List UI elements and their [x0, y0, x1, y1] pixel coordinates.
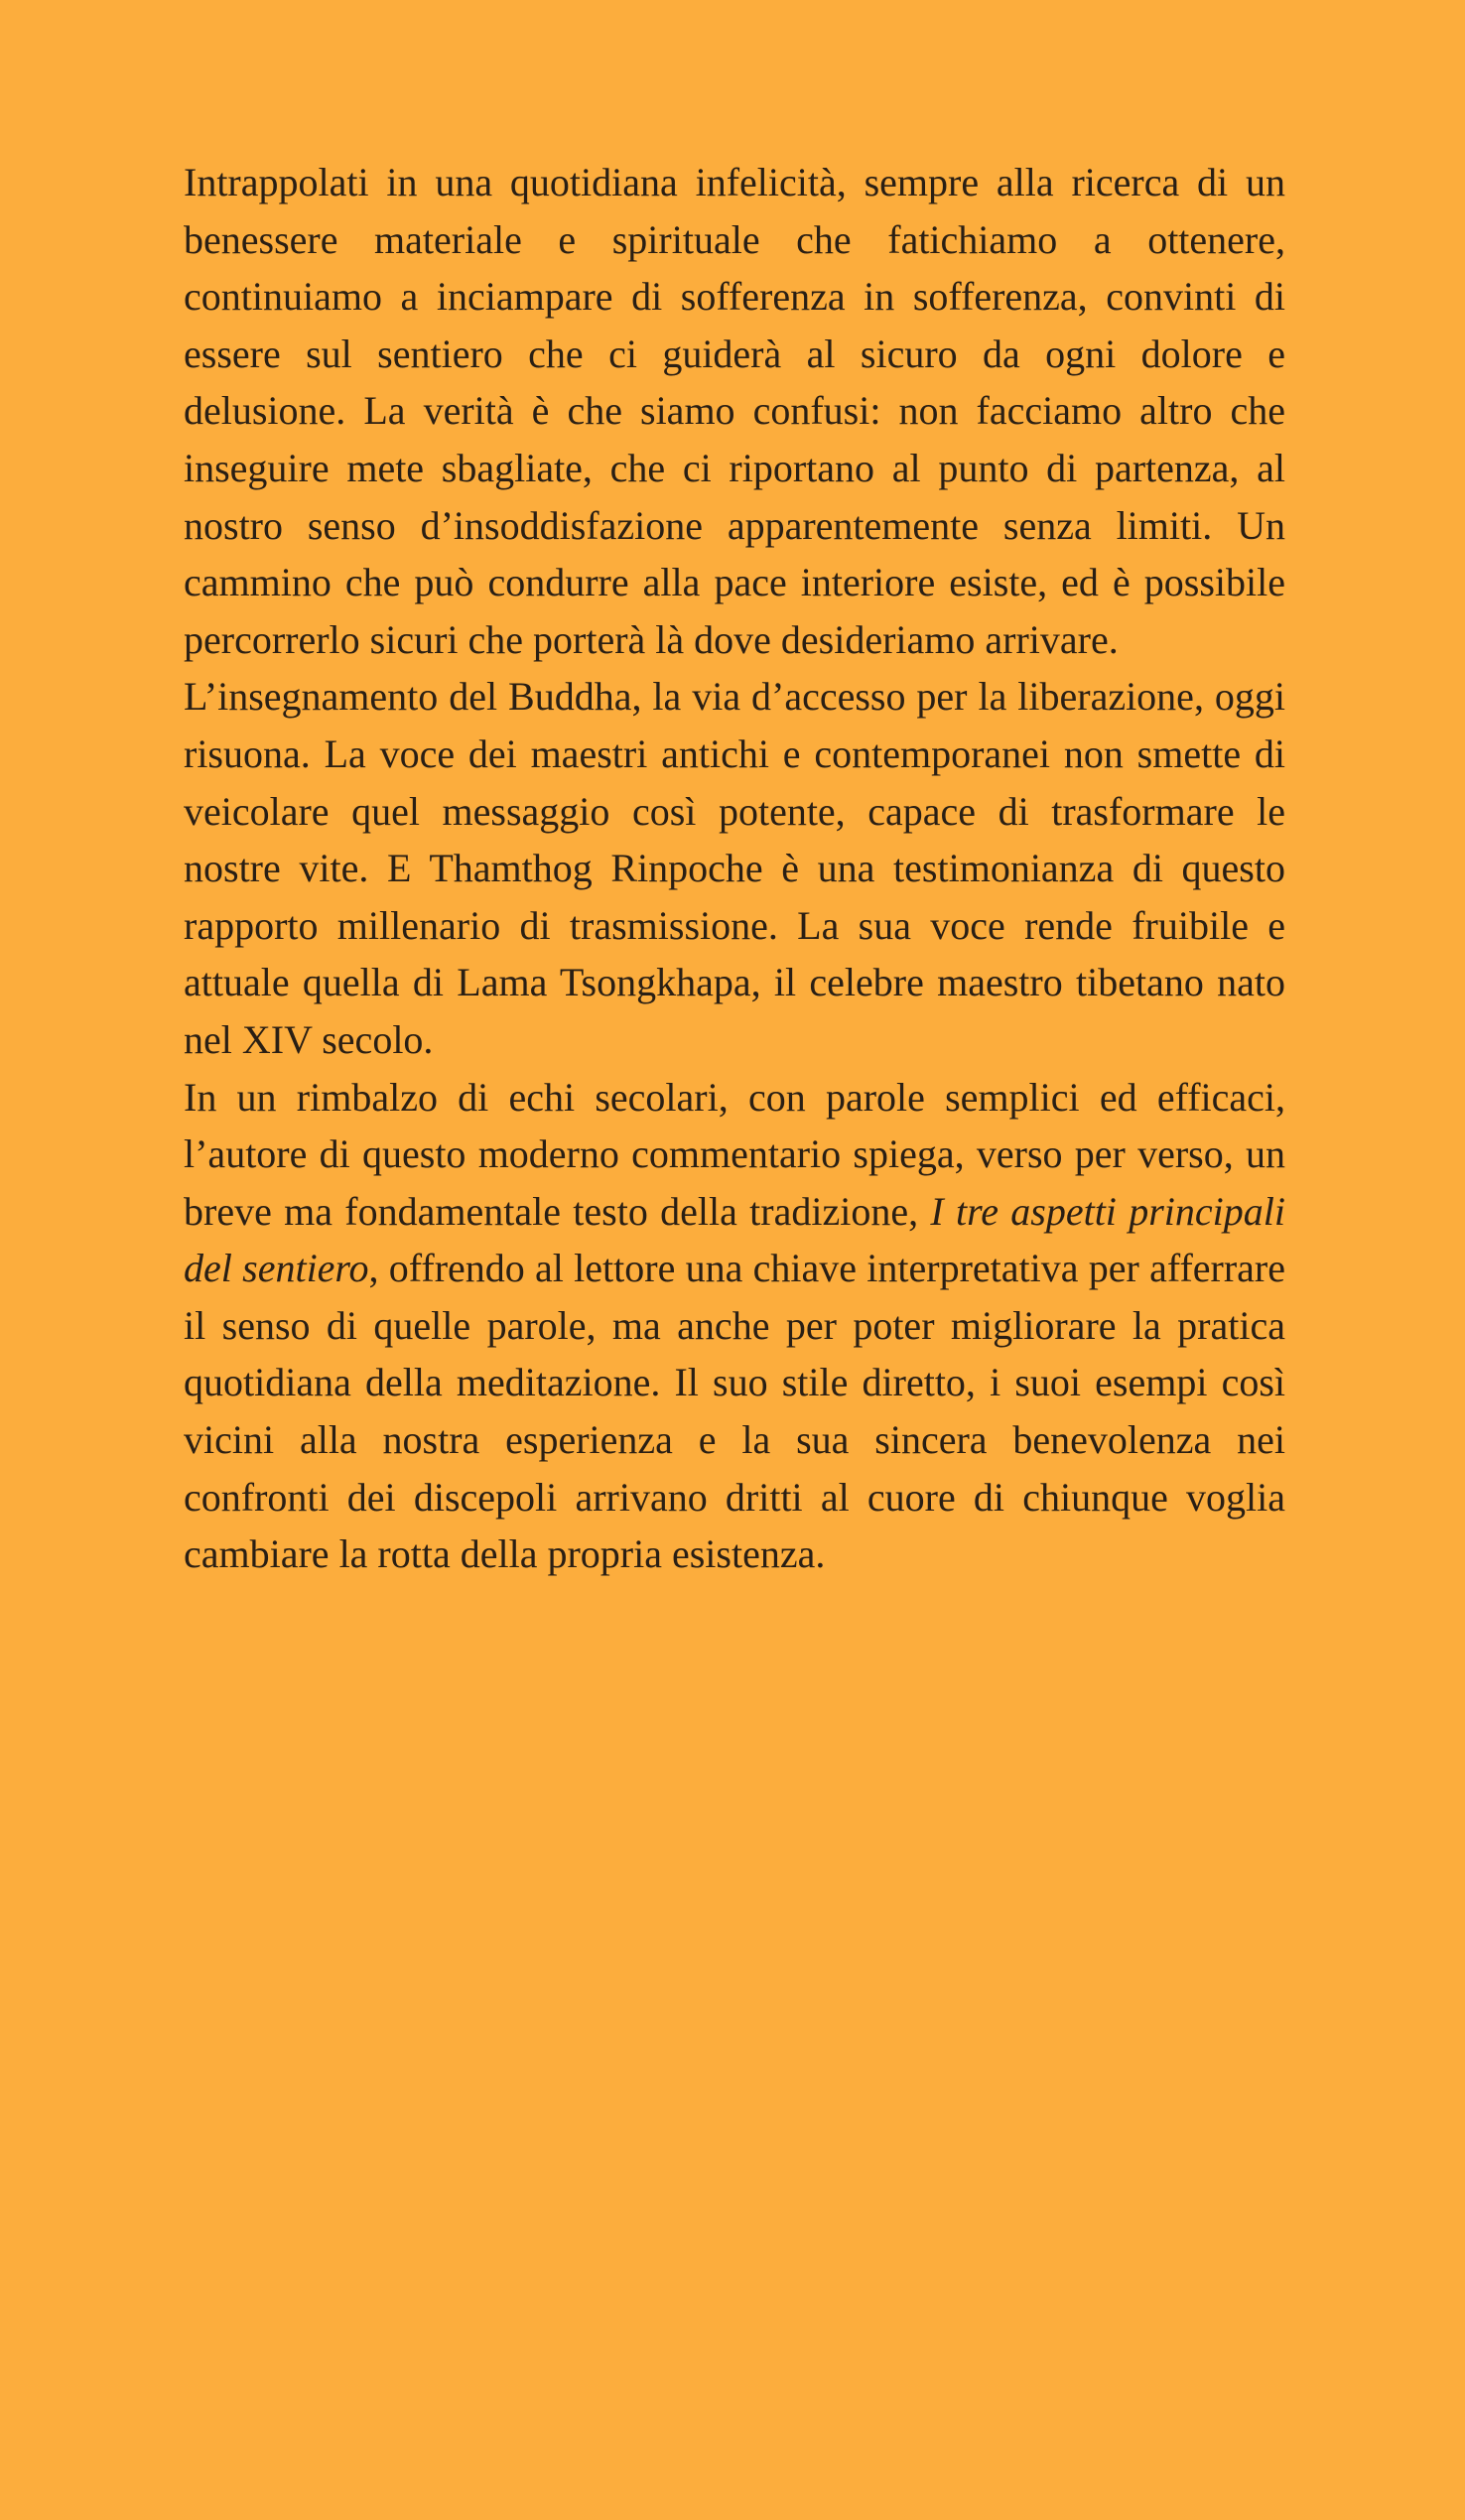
blurb-paragraph-3-intro: In un rimbalzo di echi secolari, con parole semplici ed efficaci, l’autore di questo moderno commentario spiega, verso per verso, un breve ma fondamentale testo della tradizione,: [184, 1074, 1285, 1234]
blurb-paragraph-2: L’insegnamento del Buddha, la via d’accesso per la liberazione, oggi risuona. La voce dei maestri antichi e contemporanei non smette di veicolare quel messaggio così potente, capace di trasformare le nostre vite. E Thamthog Rinpoche è una testimonianza di questo rapporto millenario di trasmissione. La sua voce rende fruibile e attuale quella di Lama Tsongkhapa, il celebre maestro tibetano nato nel XIV secolo.: [184, 674, 1285, 1062]
blurb-paragraph-3: [184, 1069, 1285, 1583]
blurb-paragraph-3-rest: , offrendo al lettore una chiave interpretativa per afferrare il senso di quelle parole, ma anche per poter migliorare la pratica quotidiana della meditazione. Il suo stile diretto, i suoi esempi così vicini alla nostra esperienza e la sua sincera benevolenza nei confronti dei discepoli arrivano dritti al cuore di chiunque voglia cambiare la rotta della propria esistenza.: [184, 1246, 1285, 1577]
blurb-text-block: [184, 154, 1285, 1583]
blurb-paragraph-1: Intrappolati in una quotidiana infelicità, sempre alla ricerca di un benessere materiale e spirituale che fatichiamo a ottenere, continuiamo a inciampare di sofferenza in sofferenza, convinti di essere sul sentiero che ci guiderà al sicuro da ogni dolore e delusione. La verità è che siamo confusi: non facciamo altro che inseguire mete sbagliate, che ci riportano al punto di partenza, al nostro senso d’insoddisfazione apparentemente senza limiti. Un cammino che può condurre alla pace interiore esiste, ed è possibile percorrerlo sicuri che porterà là dove desideriamo arrivare.: [184, 160, 1285, 662]
book-title-italic: I tre aspetti principali del sentiero: [184, 1188, 1286, 1291]
